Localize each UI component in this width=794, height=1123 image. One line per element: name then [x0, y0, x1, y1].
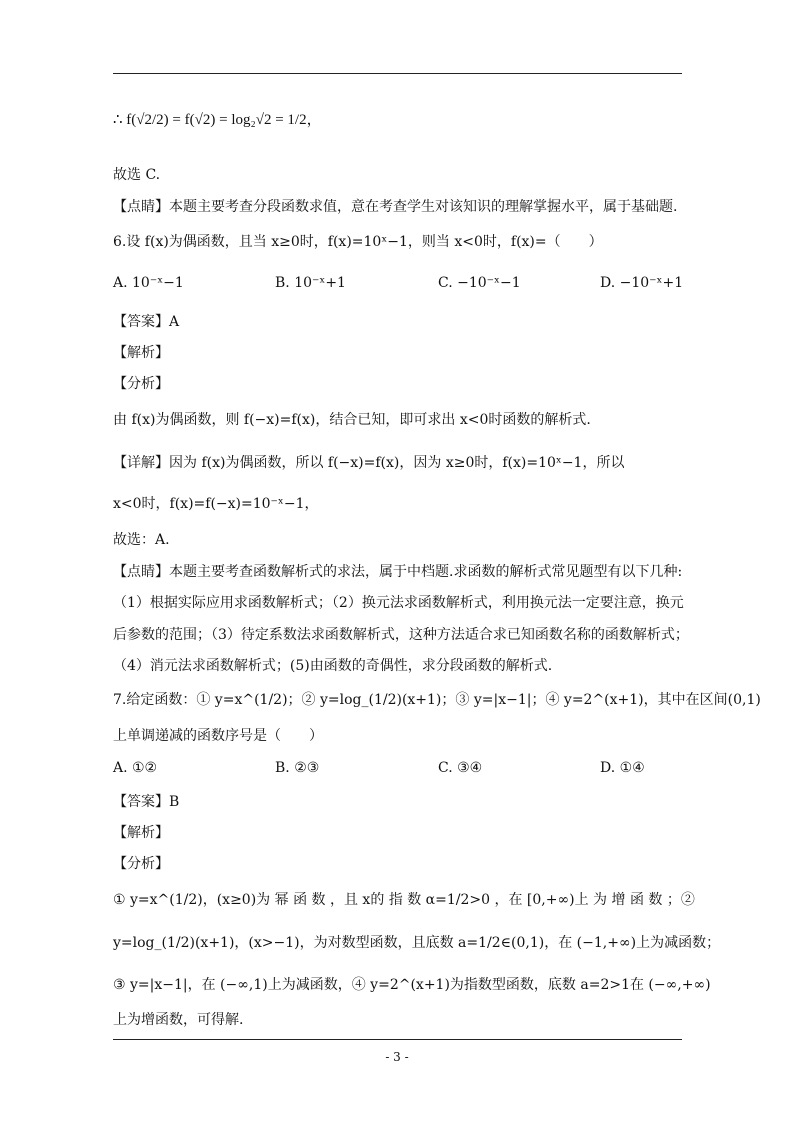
page-number: - 3 -: [385, 1050, 409, 1064]
answer-label: 【答案】B: [113, 794, 180, 810]
option-d: D. ①④: [600, 760, 645, 776]
question-6-stem: 6.设 f(x)为偶函数，且当 x≥0时，f(x)=10ˣ−1，则当 x<0时，f(x)=（ ）: [113, 234, 603, 250]
text-line: ③ y=|x−1|，在 (−∞,1)上为减函数，④ y=2^(x+1)为指数型函数，底数 a=2>1在 (−∞,+∞): [113, 977, 711, 993]
text-line: 上为增函数，可得解.: [113, 1012, 244, 1028]
option-c: C. −10⁻ˣ−1: [438, 275, 521, 291]
text-line: 【点睛】本题主要考查函数解析式的求法，属于中档题.求函数的解析式常见题型有以下几种:: [113, 564, 683, 580]
text-line: （4）消元法求函数解析式；(5)由函数的奇偶性，求分段函数的解析式.: [113, 658, 553, 674]
header-rule: [113, 73, 682, 74]
text-line: 后参数的范围；（3）待定系数法求函数解析式，这种方法适合求已知函数名称的函数解析式；: [113, 627, 689, 643]
text-line: 由 f(x)为偶函数，则 f(−x)=f(x)，结合已知，即可求出 x<0时函数的解析式.: [113, 412, 591, 428]
analysis-label: 【解析】: [113, 825, 169, 841]
analysis-label: 【解析】: [113, 345, 169, 361]
option-a: A. ①②: [113, 760, 158, 776]
option-b: B. ②③: [275, 760, 320, 776]
option-b: B. 10⁻ˣ+1: [275, 275, 346, 291]
text-line: ① y=x^(1/2)，(x≥0)为 幂 函 数 ，且 x的 指 数 α=1/2>0 ，在 [0,+∞)上 为 增 函 数 ；②: [113, 892, 695, 908]
text-line: 【详解】因为 f(x)为偶函数，所以 f(−x)=f(x)，因为 x≥0时，f(x)=10ˣ−1，所以: [113, 455, 625, 471]
text-line: x<0时，f(x)=f(−x)=10⁻ˣ−1，: [113, 496, 319, 512]
text-line: 故选 C.: [113, 167, 161, 183]
option-c: C. ③④: [438, 760, 483, 776]
question-7-stem: 7.给定函数：① y=x^(1/2)；② y=log_(1/2)(x+1)；③ y=|x−1|；④ y=2^(x+1)，其中在区间(0,1): [113, 692, 761, 708]
section-label: 【分析】: [113, 376, 169, 392]
option-d: D. −10⁻ˣ+1: [600, 275, 684, 291]
question-7-stem-cont: 上单调递减的函数序号是（ ）: [113, 728, 323, 744]
math-formula: ∴ f(√2/2) = f(√2) = log₂√2 = 1/2，: [113, 112, 322, 128]
section-label: 【分析】: [113, 856, 169, 872]
footer-rule: [113, 1039, 682, 1040]
answer-label: 【答案】A: [113, 314, 180, 330]
text-line: 【点睛】本题主要考查分段函数求值，意在考查学生对该知识的理解掌握水平，属于基础题.: [113, 199, 678, 215]
text-line: （1）根据实际应用求函数解析式；（2）换元法求函数解析式，利用换元法一定要注意，换元: [113, 595, 684, 611]
text-line: 故选：A.: [113, 532, 170, 548]
math-line-1: [113, 110, 322, 130]
text-line: y=log_(1/2)(x+1)，(x>−1)，为对数型函数，且底数 a=1/2∈(0,1)，在 (−1,+∞)上为减函数；: [113, 935, 721, 951]
option-a: A. 10⁻ˣ−1: [113, 275, 184, 291]
